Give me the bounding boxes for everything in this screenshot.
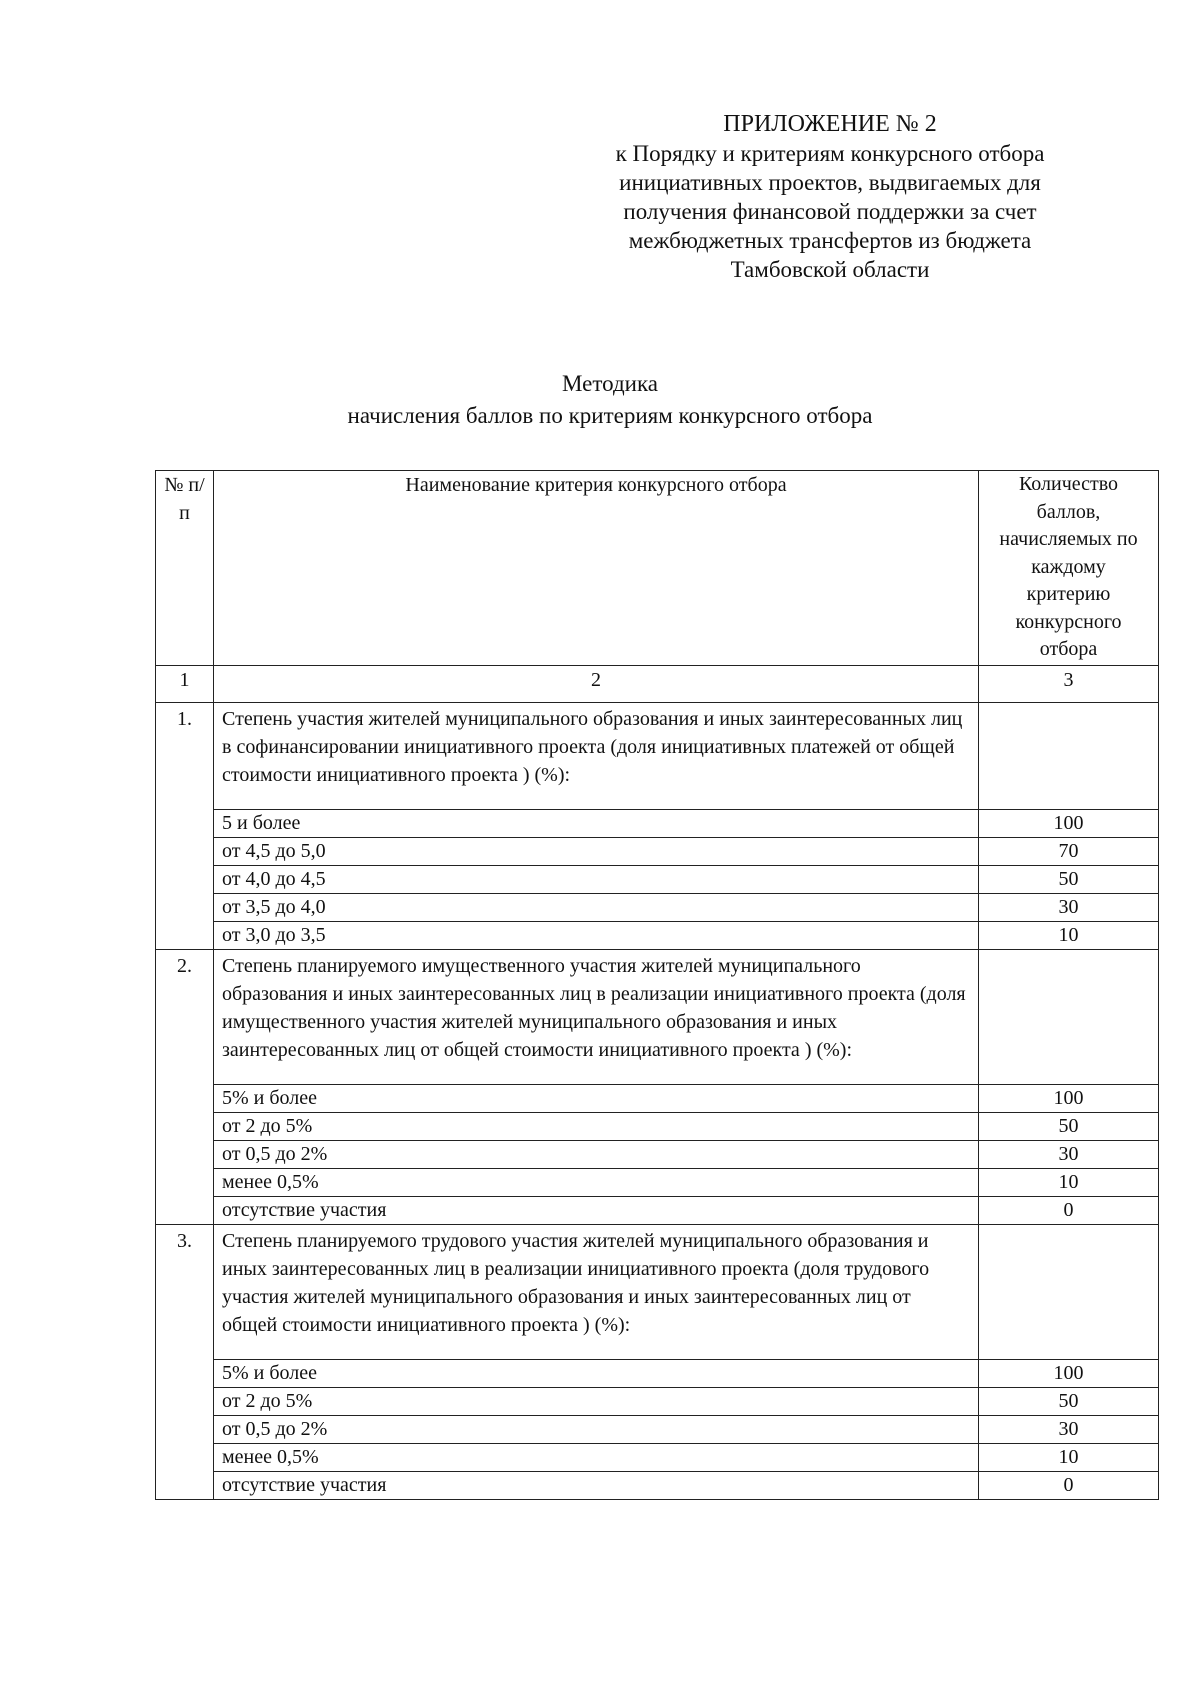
option-points: 30 [979, 1141, 1159, 1169]
option-points: 30 [979, 1416, 1159, 1444]
option-points: 30 [979, 894, 1159, 922]
option-row [156, 1472, 1159, 1500]
criterion-points-empty [979, 703, 1159, 810]
appendix-line: получения финансовой поддержки за счет [623, 199, 1037, 224]
option-label: 5% и более [214, 1085, 979, 1113]
option-label: от 4,5 до 5,0 [214, 838, 979, 866]
option-row [156, 866, 1159, 894]
option-label: отсутствие участия [214, 1472, 979, 1500]
option-points: 100 [979, 1360, 1159, 1388]
option-row [156, 838, 1159, 866]
method-title: Методика [562, 371, 658, 396]
option-row [156, 894, 1159, 922]
column-number: 1 [156, 666, 214, 703]
appendix-header [560, 110, 1100, 284]
option-points: 10 [979, 1444, 1159, 1472]
criterion-points-empty [979, 1225, 1159, 1360]
option-label: от 0,5 до 2% [214, 1416, 979, 1444]
option-points: 50 [979, 866, 1159, 894]
option-label: от 3,0 до 3,5 [214, 922, 979, 950]
appendix-line: к Порядку и критериям конкурсного отбора [615, 141, 1045, 166]
option-points: 10 [979, 1169, 1159, 1197]
option-points: 100 [979, 810, 1159, 838]
option-row [156, 1113, 1159, 1141]
criterion-number: 1. [156, 703, 214, 950]
option-label: от 0,5 до 2% [214, 1141, 979, 1169]
header-number: № п/п [156, 471, 214, 666]
option-row [156, 1388, 1159, 1416]
column-number: 2 [214, 666, 979, 703]
option-points: 10 [979, 922, 1159, 950]
option-points: 50 [979, 1388, 1159, 1416]
option-label: менее 0,5% [214, 1444, 979, 1472]
method-subtitle: начисления баллов по критериям конкурсного отбора [347, 403, 873, 428]
option-row [156, 1444, 1159, 1472]
option-label: от 4,0 до 4,5 [214, 866, 979, 894]
option-row [156, 1197, 1159, 1225]
criterion-text: Степень планируемого трудового участия жителей муниципального образования и иных заинтересованных лиц в реализации инициативного проекта (доля трудового участия жителей муниципального образования и иных заинтересованных лиц от общей стоимости инициативного проекта ) (%): [214, 1225, 979, 1360]
option-row [156, 1360, 1159, 1388]
criterion-row [156, 950, 1159, 1085]
option-row [156, 922, 1159, 950]
option-label: менее 0,5% [214, 1169, 979, 1197]
option-label: от 3,5 до 4,0 [214, 894, 979, 922]
column-number-row [156, 666, 1159, 703]
option-row [156, 1085, 1159, 1113]
appendix-title: ПРИЛОЖЕНИЕ № 2 [723, 111, 937, 137]
option-label: 5 и более [214, 810, 979, 838]
option-points: 0 [979, 1472, 1159, 1500]
criterion-text: Степень участия жителей муниципального образования и иных заинтересованных лиц в софинансировании инициативного проекта (доля инициативных платежей от общей стоимости инициативного проекта ) (%): [214, 703, 979, 810]
criteria-table [155, 470, 1159, 1500]
appendix-line: инициативных проектов, выдвигаемых для [619, 170, 1041, 195]
option-label: от 2 до 5% [214, 1388, 979, 1416]
criterion-number: 3. [156, 1225, 214, 1500]
criterion-row [156, 703, 1159, 810]
criterion-text: Степень планируемого имущественного участия жителей муниципального образования и иных заинтересованных лиц в реализации инициативного проекта (доля имущественного участия жителей муниципального образования и иных заинтересованных лиц от общей стоимости инициативного проекта ) (%): [214, 950, 979, 1085]
option-points: 100 [979, 1085, 1159, 1113]
option-row [156, 810, 1159, 838]
option-row [156, 1169, 1159, 1197]
option-points: 0 [979, 1197, 1159, 1225]
option-label: 5% и более [214, 1360, 979, 1388]
option-points: 70 [979, 838, 1159, 866]
method-heading [250, 368, 970, 432]
header-points: Количество баллов, начисляемых по каждому критерию конкурсного отбора [979, 471, 1159, 666]
criterion-points-empty [979, 950, 1159, 1085]
option-label: отсутствие участия [214, 1197, 979, 1225]
criterion-row [156, 1225, 1159, 1360]
option-row [156, 1416, 1159, 1444]
table-header-row [156, 471, 1159, 666]
header-criterion: Наименование критерия конкурсного отбора [214, 471, 979, 666]
option-points: 50 [979, 1113, 1159, 1141]
appendix-line: Тамбовской области [730, 257, 930, 282]
column-number: 3 [979, 666, 1159, 703]
option-label: от 2 до 5% [214, 1113, 979, 1141]
criterion-number: 2. [156, 950, 214, 1225]
option-row [156, 1141, 1159, 1169]
appendix-line: межбюджетных трансфертов из бюджета [628, 228, 1032, 253]
